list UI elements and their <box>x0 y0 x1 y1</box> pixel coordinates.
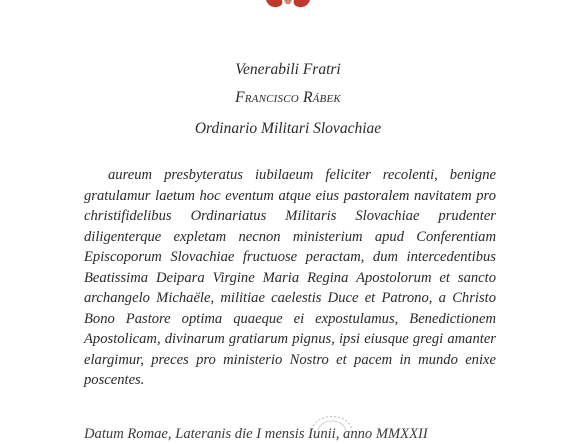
letter-body: aureum presbyteratus iubilaeum feliciter recolenti, benigne gratulamur laetum hoc eventum atque eius pastoralem navitatem pro christifidelibus Ordinariatus Militaris Slovachiae prudenter diligenterque expletam necnon ministerium apud Conferentiam Episcoporum Slovachiae fructuose peractam, dum intercedentibus Beatissima Deipara Virgine Maria Regina Apostolorum et sancto archangelo Michaële, militiae caelestis Duce et Patrono, a Christo Bono Pastore optima quaeque ei expostulamus, Benedictionem Apostolicam, divinarum gratiarum pignus, ipsi eiusque gregi amanter elargimur, preces pro ministerio Nostro et pacem in mundo enixe poscentes. <box>84 167 496 388</box>
recipient-name: Francisco Rábek <box>235 89 341 106</box>
closing-line: Datum Romae, Lateranis die I mensis Iunii, anno MMXXII <box>84 426 428 442</box>
papal-coat-of-arms-icon <box>262 0 314 10</box>
salutation: Venerabili Fratri <box>235 61 341 78</box>
recipient-office: Ordinario Militari Slovachiae <box>194 120 382 137</box>
